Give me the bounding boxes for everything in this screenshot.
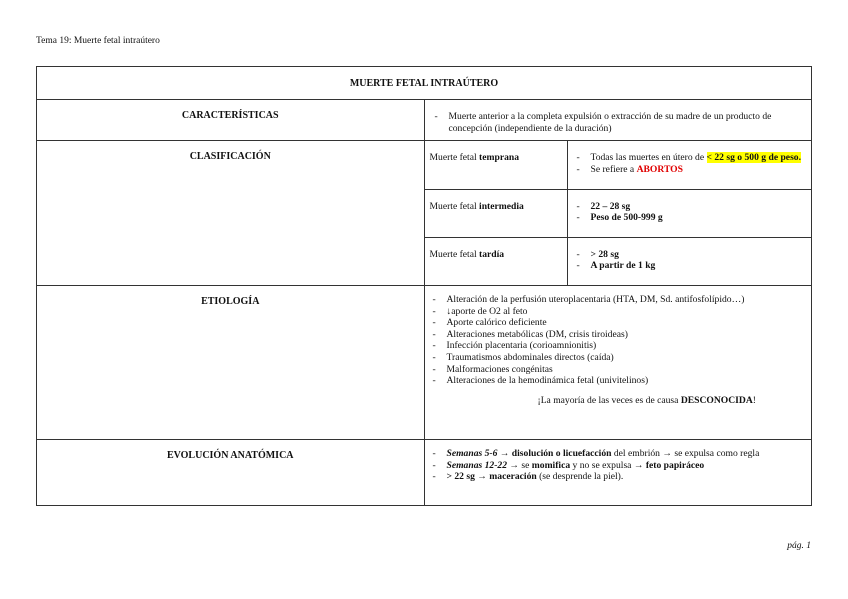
tardia-line2: A partir de 1 kg [590,260,656,272]
list-item: - Semanas 5-6 → disolución o licuefacción del embrión → se expulsa como regla [429,448,806,460]
intermedia-line2: Peso de 500-999 g [590,212,663,224]
label-caracteristicas: CARACTERÍSTICAS [37,100,425,141]
document-header: Tema 19: Muerte fetal intraútero [36,36,160,46]
list-item: - Semanas 12-22 → se momifica y no se expulsa → feto papiráceo [429,460,806,472]
list-item: - Aporte calórico deficiente [429,317,806,329]
list-item: - Alteraciones de la hemodinámica fetal (univitelinos) [429,375,806,387]
clasificacion-row-temprana [425,141,812,189]
temprana-line2: - Se refiere a ABORTOS [573,164,807,176]
etiologia-note: ¡La mayoría de las veces es de causa DESCONOCIDA! [537,394,756,406]
temprana-prefix: Muerte fetal [429,152,480,163]
clasificacion-subtable [425,141,812,285]
caracteristicas-text: - Muerte anterior a la completa expulsión o extracción de su madre de un producto de concepción (independiente de la duración) [431,111,806,134]
row-clasificacion [37,141,812,286]
clasificacion-row-tardia [425,237,812,285]
label-clasificacion: CLASIFICACIÓN [37,141,425,286]
row-evolucion [37,440,812,506]
intermedia-bold: intermedia [479,200,524,212]
main-table [36,66,812,506]
list-item: - > 22 sg → maceración (se desprende la piel). [429,471,806,483]
tardia-bold: tardía [479,248,505,260]
temprana-bold: temprana [479,152,520,163]
page-number: pág. 1 [787,541,811,551]
table-title: MUERTE FETAL INTRAÚTERO [37,67,812,100]
row-etiologia [37,286,812,440]
abortos-text: ABORTOS [636,163,683,175]
list-item: - Alteración de la perfusión uteroplacentaria (HTA, DM, Sd. antifosfolípido…) [429,294,806,306]
label-etiologia: ETIOLOGÍA [37,286,425,440]
desconocida-text: DESCONOCIDA [680,394,753,406]
list-item: - Infección placentaria (corioamnionitis) [429,340,806,352]
evolucion-list [429,448,806,483]
list-item: - Malformaciones congénitas [429,364,806,376]
etiologia-list [429,294,806,387]
highlight-22sg: < 22 sg o 500 g de peso. [706,152,801,163]
list-item: - Alteraciones metabólicas (DM, crisis tiroideas) [429,329,806,341]
tardia-prefix: Muerte fetal [429,248,480,260]
label-evolucion: EVOLUCIÓN ANATÓMICA [37,440,425,506]
temprana-line1: - Todas las muertes en útero de < 22 sg o 500 g de peso. [573,152,807,164]
intermedia-prefix: Muerte fetal [429,200,480,212]
list-item: - Traumatismos abdominales directos (caída) [429,352,806,364]
clasificacion-row-intermedia [425,189,812,237]
row-caracteristicas [37,100,812,141]
intermedia-line1: 22 – 28 sg [590,200,631,212]
list-item: - ↓aporte de O2 al feto [429,306,806,318]
tardia-line1: > 28 sg [590,248,619,260]
